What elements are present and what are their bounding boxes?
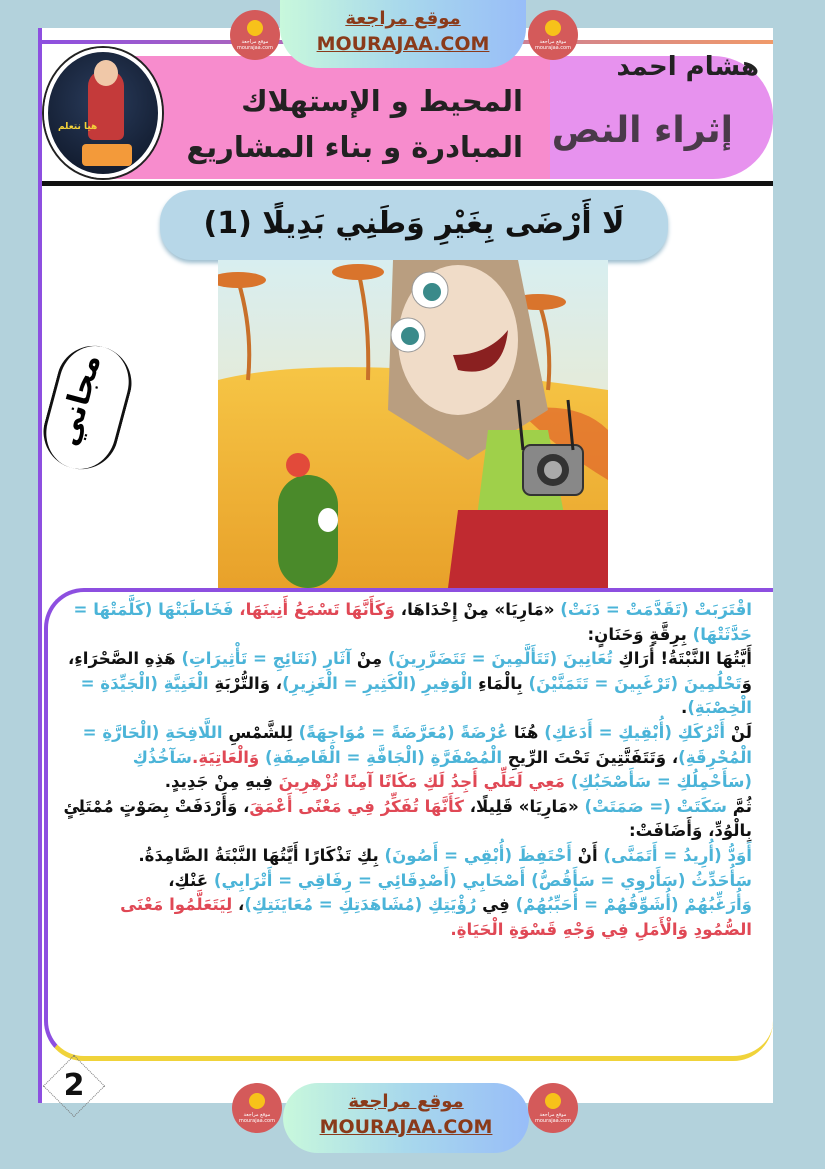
page-number-value: 2 bbox=[63, 1068, 85, 1103]
story-paragraph bbox=[60, 598, 752, 647]
story-text bbox=[60, 598, 752, 942]
vocab-synonym: الْغَنِيَّةِ (الْجَيِّدَةِ = الْخِصْبَةِ) bbox=[80, 673, 752, 718]
story-text-segment: لِلشَّمْسِ bbox=[222, 722, 299, 742]
story-text-segment: «مَارِيَا» قَلِيلًا، bbox=[463, 796, 585, 816]
free-badge-text: مجاني bbox=[50, 350, 109, 450]
vocab-synonym: سَأُحَدِّثُ (سَأَرْوِي = سَأَقُصُّ) أَصْحَابِي (أَصْدِقَائِي = رِفَاقِي = أَتْرَابِي) bbox=[213, 870, 752, 890]
desert-girl-cactus-image bbox=[218, 260, 608, 588]
watermark-bottom[interactable] bbox=[283, 1083, 529, 1153]
story-paragraph bbox=[60, 795, 752, 844]
story-text-segment: بِكِ تَذْكَارًا أَيَّتُهَا النَّبْتَةُ الصَّامِدَةُ. bbox=[138, 845, 385, 865]
vocab-synonym: تَحْلُمِينَ (تَرْغَبِينَ = تَتَمَنَّيْنَ) bbox=[528, 673, 742, 693]
unit-title-line2: المبادرة و بناء المشاريع bbox=[186, 130, 523, 164]
author-name: هشام احمد bbox=[616, 52, 759, 82]
vocab-synonym: اللَّافِحَةِ (الْحَارَّةِ = الْمُحْرِقَةِ) bbox=[82, 722, 752, 767]
channel-logo-avatar bbox=[44, 48, 162, 178]
story-text-segment: ، bbox=[232, 895, 245, 915]
story-text-segment: لَنْ bbox=[725, 722, 752, 742]
vocab-synonym: تُعَانِينَ (تَتَأَلَّمِينَ = تَتَضَرَّرِينَ) bbox=[387, 649, 613, 669]
watermark-top[interactable] bbox=[280, 0, 526, 68]
vocab-synonym: فَخَاطَبَتْهَا (كَلَّمَتْهَا = حَدَّثَتْهَا) bbox=[73, 600, 752, 644]
header-divider bbox=[42, 181, 773, 186]
story-text-segment: ثُمَّ bbox=[726, 796, 752, 816]
story-text-segment: فِي bbox=[476, 895, 516, 915]
highlighted-phrase: مَعِي لَعَلِّي أَجِدُ لَكِ مَكَانًا آمِنًا تُزْهِرِينَ bbox=[278, 772, 571, 792]
story-illustration bbox=[218, 260, 608, 588]
seal-text: موقع مراجعة mourajaa.com bbox=[236, 39, 273, 51]
vocab-synonym: أَتْرُكَكِ (أُبْقِيكِ = أَدَعَكِ) bbox=[544, 722, 726, 742]
story-paragraph bbox=[60, 647, 752, 721]
vocab-synonym: سَكَتَتْ (= صَمَتَتْ) bbox=[584, 796, 727, 816]
watermark-arabic: موقع مراجعة bbox=[345, 8, 461, 29]
page-number bbox=[50, 1068, 98, 1108]
story-paragraph bbox=[60, 844, 752, 869]
seal-text: موقع مراجعة mourajaa.com bbox=[238, 1112, 275, 1124]
story-text-segment: بِالْمَاءِ bbox=[472, 673, 529, 693]
avatar-logo-text: هيا نتعلم bbox=[58, 122, 98, 132]
story-text-segment: . bbox=[681, 698, 688, 718]
story-text-segment: «مَارِيَا» مِنْ إِحْدَاهَا، bbox=[395, 600, 561, 619]
avatar-face bbox=[94, 60, 118, 86]
vocab-synonym: اقْتَرَبَتْ (تَقَدَّمَتْ = دَنَتْ) bbox=[560, 600, 752, 619]
lesson-title: لَا أَرْضَى بِغَيْرِ وَطَنِي بَدِيلًا (1) bbox=[160, 190, 668, 260]
story-text-segment: هُنَا bbox=[508, 722, 545, 742]
highlighted-phrase: وَكَأَنَّهَا تَسْمَعُ أَنِينَهَا، bbox=[233, 600, 395, 619]
watermark-domain[interactable]: MOURAJAA.COM bbox=[316, 33, 490, 55]
unit-title-line1: المحيط و الإستهلاك bbox=[241, 84, 523, 118]
highlighted-phrase: لِيَتَعَلَّمُوا مَعْنَى الصُّمُودِ وَالْأَمَلِ فِي وَجْهِ قَسْوَةِ الْحَيَاةِ. bbox=[120, 895, 752, 939]
story-text-segment: فِيهِ مِنْ جَدِيدٍ. bbox=[164, 772, 279, 792]
highlighted-phrase: كَأَنَّهَا تُفَكِّرُ فِي مَعْنًى أَعْمَقَ bbox=[249, 796, 464, 816]
vocab-synonym: سَآخُذُكِ (سَأَحْمِلُكِ = سَأَصْحَبُكِ) bbox=[132, 747, 752, 792]
watermark-arabic: موقع مراجعة bbox=[348, 1091, 464, 1112]
highlighted-phrase: وَالْعَاتِيَةِ. bbox=[192, 747, 265, 767]
story-text-segment: أَنْ bbox=[572, 845, 604, 865]
vocab-synonym: أَحْتَفِظَ (أُبْقِي = أَصُونَ) bbox=[384, 845, 572, 865]
vocab-synonym: عُرْضَةً (مُعَرَّضَةً = مُوَاجِهَةً) bbox=[298, 722, 509, 742]
story-text-segment: هَذِهِ الصَّحْرَاءِ، وَ bbox=[68, 649, 752, 693]
section-title: إثراء النص bbox=[551, 110, 733, 151]
watermark-domain[interactable]: MOURAJAA.COM bbox=[319, 1116, 493, 1138]
story-paragraph bbox=[60, 893, 752, 942]
vocab-synonym: رُؤْيَتِكِ (مُشَاهَدَتِكِ = مُعَايَنَتِكِ) bbox=[244, 895, 477, 915]
vocab-synonym: وَأُرَغِّبُهُمْ (أُشَوِّقُهُمْ = أُحَبِّبُهُمْ) bbox=[515, 895, 752, 915]
vocab-synonym: آثَارِ (نَتَائِجِ = تَأْثِيرَاتِ) bbox=[181, 649, 352, 669]
watermark-seal-icon bbox=[230, 10, 280, 60]
story-text-segment: بِرِقَّةٍ وَحَنَانٍ: bbox=[587, 624, 693, 644]
story-text-segment: ، وَأَرْدَفَتْ بِصَوْتٍ مُمْتَلِئٍ بِالْوُدِّ، وَأَضَافَتْ: bbox=[63, 796, 752, 841]
story-paragraph bbox=[60, 869, 752, 894]
story-text-segment: ، وَتَتَفَتَّتِينَ تَحْتَ الرِّيحِ bbox=[502, 747, 679, 767]
seal-text: موقع مراجعة mourajaa.com bbox=[534, 39, 571, 51]
watermark-seal-icon bbox=[528, 10, 578, 60]
story-text-segment: مِنْ bbox=[351, 649, 388, 669]
watermark-seal-icon bbox=[528, 1083, 578, 1133]
vocab-synonym: الْوَفِيرِ (الْكَثِيرِ = الْغَزِيرِ) bbox=[282, 673, 473, 693]
avatar-base bbox=[82, 144, 132, 166]
vocab-synonym: أَوَدُّ (أُرِيدُ = أَتَمَنَّى) bbox=[603, 845, 752, 865]
seal-text: موقع مراجعة mourajaa.com bbox=[534, 1112, 571, 1124]
story-text-segment: أَيَّتُهَا النَّبْتَةُ! أَرَاكِ bbox=[612, 649, 752, 669]
vocab-synonym: الْمُصْفَرَّةِ (الْجَافَّةِ = الْقَاصِفَةِ) bbox=[265, 747, 503, 767]
story-paragraph bbox=[60, 721, 752, 795]
story-text-segment: ، وَالتُّرْبَةِ bbox=[208, 673, 283, 693]
watermark-seal-icon bbox=[232, 1083, 282, 1133]
story-text-segment: عَنْكِ، bbox=[168, 870, 214, 890]
